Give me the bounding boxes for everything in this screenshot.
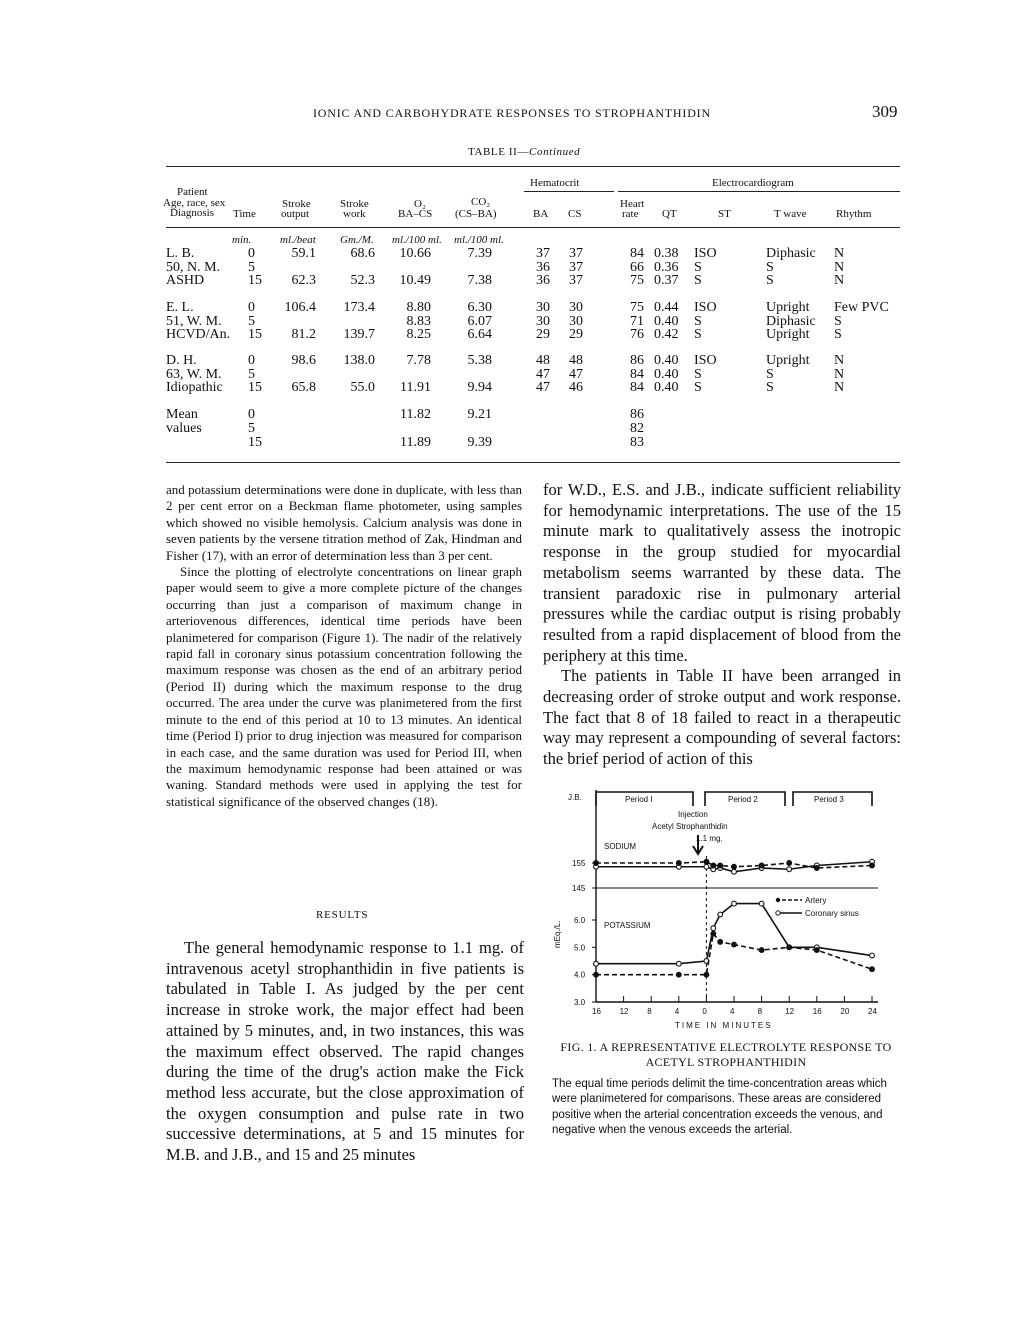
table-cell-time: 5 bbox=[248, 367, 255, 382]
potassium-artery-line bbox=[596, 934, 872, 975]
injection-label-3: 1.1 mg. bbox=[696, 834, 723, 843]
sodium-artery-point bbox=[711, 863, 716, 868]
figure-patient-label: J.B. bbox=[568, 793, 582, 802]
table-cell-rh: N bbox=[834, 380, 845, 395]
table-cell-cs: 37 bbox=[569, 260, 583, 275]
table-cell-so: 62.3 bbox=[291, 273, 316, 288]
table-cell-so: 81.2 bbox=[291, 327, 316, 342]
potassium-coronary-sinus-point bbox=[594, 961, 599, 966]
legend-cs-marker bbox=[776, 911, 780, 915]
table-cell-st: S bbox=[694, 367, 702, 382]
potassium-artery-point bbox=[594, 972, 599, 977]
col-co2-l2: (CS–BA) bbox=[455, 208, 497, 220]
table-cell-rh: N bbox=[834, 246, 845, 261]
table-cell-time: 0 bbox=[248, 246, 255, 261]
col-patient-l3: Diagnosis bbox=[170, 207, 214, 219]
table-cell-o2: 11.89 bbox=[400, 435, 431, 450]
table-cell-st: S bbox=[694, 327, 702, 342]
table-cell-st: S bbox=[694, 380, 702, 395]
sodium-artery-point bbox=[718, 863, 723, 868]
x-tick-label: 20 bbox=[840, 1007, 850, 1016]
potassium-label: POTASSIUM bbox=[604, 921, 651, 930]
table-cell-hr: 84 bbox=[630, 246, 644, 261]
col-ba: BA bbox=[533, 208, 549, 220]
unit-co2: ml./100 ml. bbox=[454, 234, 504, 246]
table-cell-st: S bbox=[694, 314, 702, 329]
table-cell-o2: 8.83 bbox=[406, 314, 431, 329]
sodium-coronary-sinus-point bbox=[787, 867, 792, 872]
table-cell-sw: 173.4 bbox=[343, 300, 375, 315]
potassium-artery-point bbox=[718, 939, 723, 944]
table-cell-tw: S bbox=[766, 380, 774, 395]
potassium-artery-point bbox=[814, 948, 819, 953]
table-cell-o2: 11.82 bbox=[400, 407, 431, 422]
table-cell-rh: S bbox=[834, 327, 842, 342]
table-cell-rh: Few PVC bbox=[834, 300, 889, 315]
period1-label: Period I bbox=[625, 795, 653, 804]
y-axis-label: mEq./L. bbox=[553, 920, 562, 948]
table-cell-qt: 0.40 bbox=[654, 353, 679, 368]
table-cell-time: 15 bbox=[248, 273, 262, 288]
col-o2-l1: O₂ bbox=[414, 198, 426, 210]
col-time: Time bbox=[233, 208, 256, 220]
potassium-coronary-sinus-point bbox=[711, 926, 716, 931]
table-cell-patient: L. B. bbox=[166, 246, 195, 261]
y-tick-label: 4.0 bbox=[574, 970, 586, 980]
table-cell-co2: 6.07 bbox=[467, 314, 492, 329]
table-cell-cs: 48 bbox=[569, 353, 583, 368]
table-cell-patient: Idiopathic bbox=[166, 380, 223, 395]
potassium-coronary-sinus-point bbox=[718, 912, 723, 917]
table-cell-o2: 10.66 bbox=[399, 246, 431, 261]
table-cell-cs: 37 bbox=[569, 246, 583, 261]
data-table bbox=[0, 0, 1020, 470]
col-co2-l1: CO₂ bbox=[471, 196, 491, 208]
col-cs: CS bbox=[568, 208, 582, 220]
table-cell-time: 15 bbox=[248, 327, 262, 342]
right-para-1: for W.D., E.S. and J.B., indicate sufficient reliability for hemodynamic interpretations. The use of the 15 minute mark to qualitatively assess the inotropic response in the group studied for myocardial metabolism seems warranted by these data. The transient paradoxic rise in pulmonary arterial pressures while the cardiac output is rising probably resulted from a rapid displacement of blood from the periphery at this time. bbox=[543, 480, 901, 665]
table-cell-st: ISO bbox=[694, 246, 717, 261]
table-cell-patient: D. H. bbox=[166, 353, 197, 368]
table-cell-time: 5 bbox=[248, 421, 255, 436]
col-stroke-work-l1: Stroke bbox=[340, 198, 369, 210]
sodium-coronary-sinus-point bbox=[732, 869, 737, 874]
table-cell-sw: 55.0 bbox=[350, 380, 375, 395]
col-patient-l2: Age, race, sex bbox=[163, 197, 226, 209]
table-cell-o2: 10.49 bbox=[399, 273, 431, 288]
table-cell-tw: S bbox=[766, 273, 774, 288]
x-tick-label: 12 bbox=[619, 1007, 629, 1016]
table-title-prefix: TABLE II— bbox=[468, 146, 530, 158]
caption-text: The equal time periods delimit the time-concentration areas which were planimetered for comparisons. These areas are considered positive when the arterial concentration exceeds the venous, and negative when the venous exceeds the arterial. bbox=[552, 1077, 887, 1137]
table-cell-time: 5 bbox=[248, 314, 255, 329]
col-qt: QT bbox=[662, 208, 677, 220]
table-cell-patient: ASHD bbox=[166, 273, 205, 288]
sodium-artery-point bbox=[787, 861, 792, 866]
col-stroke-output-l1: Stroke bbox=[282, 198, 311, 210]
table-cell-qt: 0.44 bbox=[654, 300, 679, 315]
table-cell-hr: 84 bbox=[630, 367, 644, 382]
ecg-rule bbox=[618, 191, 900, 192]
table-cell-patient: values bbox=[166, 421, 202, 436]
table-cell-st: ISO bbox=[694, 300, 717, 315]
table-cell-ba: 48 bbox=[536, 353, 550, 368]
table-top-rule bbox=[166, 166, 900, 167]
table-cell-qt: 0.40 bbox=[654, 367, 679, 382]
table-cell-o2: 11.91 bbox=[400, 380, 431, 395]
table-cell-qt: 0.42 bbox=[654, 327, 679, 342]
table-cell-co2: 7.38 bbox=[467, 273, 492, 288]
potassium-artery-point bbox=[704, 972, 709, 977]
potassium-artery-point bbox=[870, 967, 875, 972]
figure-caption bbox=[552, 1040, 900, 1139]
sodium-artery-point bbox=[676, 861, 681, 866]
table-cell-st: ISO bbox=[694, 353, 717, 368]
left-para-1: and potassium determinations were done in duplicate, with less than 2 per cent error on a Beckman flame photometer, using samples which showed no visible hemolysis. Calcium analysis was done in seven patients by the versene titration method of Zak, Hindman and Fisher (17), with an error of determination less than 3 per cent. bbox=[166, 482, 522, 563]
table-cell-co2: 6.30 bbox=[467, 300, 492, 315]
x-tick-label: 4 bbox=[730, 1007, 735, 1016]
table-cell-st: S bbox=[694, 260, 702, 275]
table-cell-time: 15 bbox=[248, 435, 262, 450]
group-hematocrit: Hematocrit bbox=[530, 177, 580, 189]
table-cell-hr: 76 bbox=[630, 327, 644, 342]
table-cell-ba: 37 bbox=[536, 246, 550, 261]
figure-1-chart bbox=[540, 780, 910, 1035]
y-tick-label: 6.0 bbox=[574, 916, 586, 925]
period2-label: Period 2 bbox=[728, 795, 758, 804]
table-cell-sw: 68.6 bbox=[350, 246, 375, 261]
table-cell-rh: S bbox=[834, 314, 842, 329]
table-cell-cs: 46 bbox=[569, 380, 583, 395]
table-bottom-rule bbox=[166, 462, 900, 463]
sodium-artery-point bbox=[704, 859, 709, 864]
caption-title-line1: A REPRESENTATIVE ELECTROLYTE RESPONSE TO bbox=[599, 1040, 892, 1054]
table-cell-ba: 47 bbox=[536, 367, 550, 382]
left-column-text bbox=[166, 482, 522, 810]
table-cell-patient: 63, W. M. bbox=[166, 367, 222, 382]
table-cell-sw: 138.0 bbox=[343, 353, 375, 368]
table-cell-co2: 9.21 bbox=[467, 407, 492, 422]
table-cell-so: 65.8 bbox=[291, 380, 316, 395]
sodium-artery-point bbox=[594, 861, 599, 866]
table-cell-time: 0 bbox=[248, 407, 255, 422]
page-number: 309 bbox=[872, 102, 898, 121]
table-cell-qt: 0.38 bbox=[654, 246, 679, 261]
table-cell-patient: Mean bbox=[166, 407, 198, 422]
table-cell-rh: N bbox=[834, 367, 845, 382]
col-st: ST bbox=[718, 208, 731, 220]
table-title-suffix: Continued bbox=[529, 146, 581, 158]
table-cell-cs: 30 bbox=[569, 300, 583, 315]
caption-label: FIG. 1. bbox=[560, 1040, 597, 1054]
table-cell-tw: Diphasic bbox=[766, 246, 816, 261]
x-tick-label: 12 bbox=[785, 1007, 795, 1016]
x-tick-label: 24 bbox=[868, 1007, 877, 1016]
table-cell-st: S bbox=[694, 273, 702, 288]
col-heart-l2: rate bbox=[622, 208, 639, 220]
table-cell-patient: 51, W. M. bbox=[166, 314, 222, 329]
sodium-artery-point bbox=[870, 863, 875, 868]
x-tick-label: 16 bbox=[812, 1007, 822, 1016]
table-cell-ba: 30 bbox=[536, 314, 550, 329]
legend-cs-label: Coronary sinus bbox=[805, 909, 859, 918]
figure-series bbox=[594, 859, 875, 977]
table-cell-qt: 0.36 bbox=[654, 260, 679, 275]
table-cell-hr: 71 bbox=[630, 314, 644, 329]
potassium-artery-point bbox=[732, 942, 737, 947]
table-cell-co2: 9.94 bbox=[467, 380, 492, 395]
unit-o2: ml./100 ml. bbox=[392, 234, 442, 246]
table-cell-tw: Upright bbox=[766, 353, 810, 368]
potassium-coronary-sinus-point bbox=[732, 901, 737, 906]
hematocrit-rule bbox=[524, 191, 614, 192]
col-stroke-output-l2: output bbox=[281, 208, 310, 220]
table-cell-sw: 52.3 bbox=[350, 273, 375, 288]
table-cell-so: 106.4 bbox=[284, 300, 316, 315]
x-tick-label: 8 bbox=[757, 1007, 763, 1016]
potassium-coronary-sinus-point bbox=[759, 901, 764, 906]
legend bbox=[776, 896, 859, 918]
legend-artery-label: Artery bbox=[805, 896, 827, 905]
table-cell-ba: 30 bbox=[536, 300, 550, 315]
table-cell-sw: 139.7 bbox=[343, 327, 375, 342]
table-cell-ba: 47 bbox=[536, 380, 550, 395]
x-tick-label: 4 bbox=[674, 1007, 680, 1016]
running-title: IONIC AND CARBOHYDRATE RESPONSES TO STROPHANTHIDIN bbox=[313, 106, 711, 120]
table-cell-ba: 29 bbox=[536, 327, 550, 342]
caption-title bbox=[552, 1040, 900, 1071]
col-stroke-work-l2: work bbox=[343, 208, 366, 220]
right-para-2: The patients in Table II have been arranged in decreasing order of stroke output and work response. The fact that 8 of 18 failed to react in a therapeutic way may represent a compounding of several factors: the brief period of action of this bbox=[543, 666, 901, 769]
table-cell-tw: S bbox=[766, 367, 774, 382]
table-cell-tw: Diphasic bbox=[766, 314, 816, 329]
period3-label: Period 3 bbox=[814, 795, 844, 804]
x-tick-label: 0 bbox=[702, 1007, 707, 1016]
table-cell-hr: 84 bbox=[630, 380, 644, 395]
y-tick-label: 155 bbox=[572, 859, 586, 868]
sodium-artery-point bbox=[732, 864, 737, 869]
table-cell-rh: N bbox=[834, 353, 845, 368]
right-column-text bbox=[543, 480, 901, 770]
x-tick-label: 8 bbox=[647, 1007, 652, 1016]
y-tick-label: 3.0 bbox=[574, 998, 586, 1007]
potassium-coronary-sinus-point bbox=[870, 953, 875, 958]
y-tick-label: 145 bbox=[572, 884, 586, 893]
col-o2-l2: BA–CS bbox=[398, 208, 433, 220]
table-cell-co2: 6.64 bbox=[467, 327, 492, 342]
unit-stroke-work: Gm./M. bbox=[340, 234, 374, 246]
table-cell-hr: 86 bbox=[630, 407, 644, 422]
left-para-2: Since the plotting of electrolyte concentrations on linear graph paper would seem to give a more complete picture of the changes occurring than just a comparison of maximum change in arteriovenous differences, identical time periods have been planimetered for comparison (Figure 1). The nadir of the relatively rapid fall in coronary sinus potassium concentration following the maximum response was chosen as the end of an arbitrary period (Period II) during which the maximum response to the drug occurred. The area under the curve was planimetered from the first minute to the end of this period at 10 to 13 minutes. An identical time (Period I) prior to drug injection was measured for comparison in each case, and the same duration was used for Period III, when the maximum hemodynamic response had been attained or was waning. Standard methods were used in applying the test for statistical significance of the observed changes (18). bbox=[166, 564, 522, 809]
group-ecg: Electrocardiogram bbox=[712, 177, 794, 189]
table-cell-co2: 7.39 bbox=[467, 246, 492, 261]
table-cell-hr: 66 bbox=[630, 260, 644, 275]
table-cell-hr: 83 bbox=[630, 435, 644, 450]
table-cell-time: 0 bbox=[248, 300, 255, 315]
col-twave: T wave bbox=[774, 208, 807, 220]
left-column-results bbox=[166, 938, 524, 1166]
sodium-label: SODIUM bbox=[604, 842, 636, 851]
unit-stroke-output: ml./beat bbox=[280, 234, 316, 246]
table-cell-patient: 50, N. M. bbox=[166, 260, 221, 275]
table-cell-hr: 86 bbox=[630, 353, 644, 368]
col-rhythm: Rhythm bbox=[836, 208, 872, 220]
potassium-artery-point bbox=[787, 945, 792, 950]
table-cell-ba: 36 bbox=[536, 260, 550, 275]
table-cell-rh: N bbox=[834, 273, 845, 288]
table-cell-o2: 8.80 bbox=[406, 300, 431, 315]
table-cell-o2: 7.78 bbox=[406, 353, 431, 368]
table-cell-time: 5 bbox=[248, 260, 255, 275]
table-cell-cs: 29 bbox=[569, 327, 583, 342]
table-cell-hr: 75 bbox=[630, 300, 644, 315]
table-cell-o2: 8.25 bbox=[406, 327, 431, 342]
table-cell-hr: 75 bbox=[630, 273, 644, 288]
table-cell-time: 0 bbox=[248, 353, 255, 368]
table-cell-co2: 9.39 bbox=[467, 435, 492, 450]
potassium-artery-point bbox=[759, 948, 764, 953]
table-cell-co2: 5.38 bbox=[467, 353, 492, 368]
table-cell-cs: 37 bbox=[569, 273, 583, 288]
unit-time: min. bbox=[232, 234, 252, 246]
table-cell-tw: Upright bbox=[766, 327, 810, 342]
table-cell-qt: 0.40 bbox=[654, 314, 679, 329]
potassium-artery-point bbox=[711, 931, 716, 936]
table-cell-patient: HCVD/An. bbox=[166, 327, 231, 342]
sodium-artery-point bbox=[814, 866, 819, 871]
table-cell-ba: 36 bbox=[536, 273, 550, 288]
table-cell-tw: Upright bbox=[766, 300, 810, 315]
legend-artery-marker bbox=[776, 898, 780, 902]
results-heading: RESULTS bbox=[316, 909, 369, 921]
sodium-artery-point bbox=[759, 863, 764, 868]
header-bottom-rule bbox=[166, 227, 900, 228]
caption-title-line2: ACETYL STROPHANTHIDIN bbox=[645, 1055, 807, 1070]
potassium-artery-point bbox=[676, 972, 681, 977]
x-axis-label: TIME IN MINUTES bbox=[675, 1021, 773, 1030]
x-tick-label: 16 bbox=[592, 1007, 601, 1016]
table-cell-rh: N bbox=[834, 260, 845, 275]
y-tick-label: 5.0 bbox=[574, 943, 586, 953]
table-cell-qt: 0.37 bbox=[654, 273, 679, 288]
injection-label-2: Acetyl Strophanthidin bbox=[652, 822, 728, 831]
injection-label-1: Injection bbox=[678, 810, 708, 819]
table-cell-qt: 0.40 bbox=[654, 380, 679, 395]
potassium-coronary-sinus-point bbox=[676, 961, 681, 966]
left-para-3: The general hemodynamic response to 1.1 mg. of intravenous acetyl strophanthidin in five patients is tabulated in Table I. As judged by the per cent increase in stroke work, the major effect had been attained by 5 minutes, and, in two instances, this was the maximum effect observed. The rapid changes during the time of the drug's action make the Fick method less accurate, but the close approximation of the oxygen consumption and pulse rate in two successive determinations, at 5 and 15 minutes for M.B. and J.B., and 15 and 25 minutes bbox=[166, 938, 524, 1165]
table-cell-patient: E. L. bbox=[166, 300, 194, 315]
table-cell-time: 15 bbox=[248, 380, 262, 395]
sodium-coronary-sinus-point bbox=[704, 864, 709, 869]
table-cell-cs: 30 bbox=[569, 314, 583, 329]
table-cell-so: 98.6 bbox=[291, 353, 316, 368]
table-cell-cs: 47 bbox=[569, 367, 583, 382]
col-patient-l1: Patient bbox=[177, 186, 208, 198]
table-cell-tw: S bbox=[766, 260, 774, 275]
table-cell-hr: 82 bbox=[630, 421, 644, 436]
col-heart-l1: Heart bbox=[620, 198, 645, 210]
table-cell-so: 59.1 bbox=[291, 246, 316, 261]
